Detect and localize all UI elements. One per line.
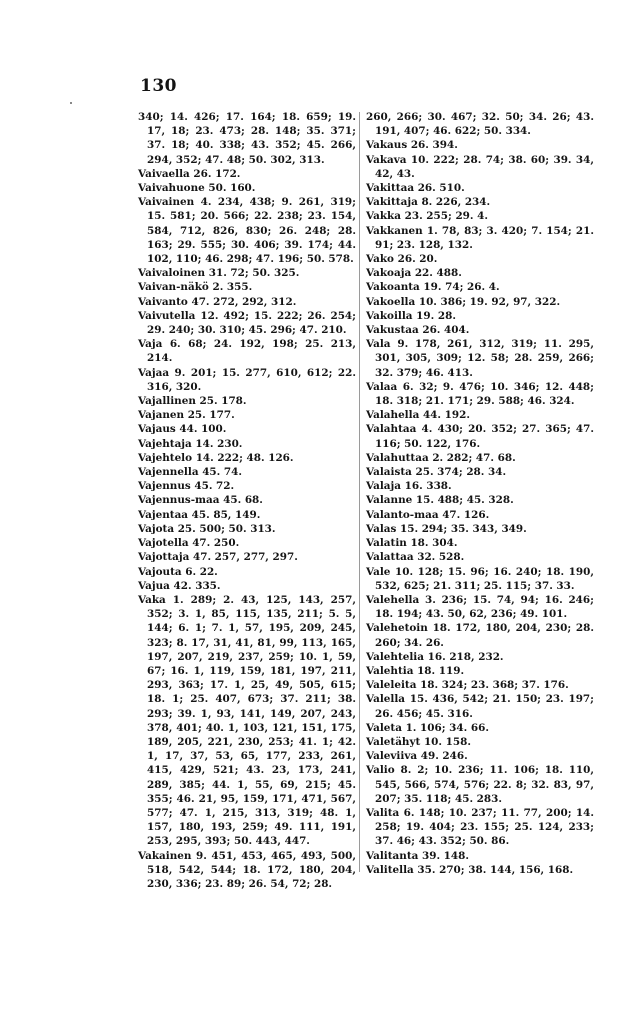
index-headword: Vajehtaja	[138, 437, 192, 450]
index-headword: Vakkanen	[366, 224, 423, 237]
index-headword: Vakittaa	[366, 182, 415, 195]
index-headword: Vajentaa	[138, 508, 189, 521]
index-references: 44. 100.	[179, 423, 227, 436]
index-entry	[366, 763, 594, 806]
index-entry	[138, 849, 356, 892]
index-entry	[366, 550, 594, 564]
index-entry	[366, 451, 594, 465]
index-entry	[138, 479, 356, 493]
page-number: 130	[140, 76, 177, 96]
index-references: 22. 488.	[414, 267, 462, 280]
index-headword: Vakustaa	[366, 324, 419, 337]
index-headword: Valaja	[366, 480, 402, 493]
index-headword: Vaivanto	[138, 295, 188, 308]
index-headword: Valella	[366, 693, 406, 706]
index-references: 26. 510.	[417, 182, 465, 195]
index-headword: Vajennus	[138, 480, 191, 493]
index-entry	[138, 280, 356, 294]
index-headword: Valehtelia	[366, 650, 424, 663]
index-references: 14. 230.	[195, 437, 243, 450]
index-headword: Vaivutella	[138, 309, 196, 322]
index-references: 14. 222; 48. 126.	[195, 451, 294, 464]
index-references: 19. 74; 26. 4.	[423, 281, 500, 294]
index-entry	[366, 508, 594, 522]
index-headword: Vaivan-näkö	[138, 281, 209, 294]
index-references: 35. 270; 38. 144, 156, 168.	[417, 863, 574, 876]
index-headword: Vajehtelo	[138, 451, 193, 464]
index-headword: Valatin	[366, 537, 407, 550]
index-headword: Vajanen	[138, 409, 185, 422]
index-references: 45. 85, 149.	[191, 508, 261, 521]
index-references: 12. 492; 15. 222; 26. 254; 29. 240; 30. 310; 45. 296; 47. 210.	[147, 309, 356, 337]
index-headword: Valehtia	[366, 664, 414, 677]
index-headword: Vakka	[366, 210, 401, 223]
index-references: 15. 488; 45. 328.	[415, 494, 514, 507]
index-entry	[366, 252, 594, 266]
index-references: 16. 218, 232.	[427, 650, 504, 663]
index-references: 1. 106; 34. 66.	[405, 721, 489, 734]
index-references: 42. 335.	[173, 579, 221, 592]
column-divider	[359, 112, 360, 872]
index-entry	[366, 209, 594, 223]
index-entry	[138, 579, 356, 593]
index-entry	[366, 849, 594, 863]
index-headword: Vaivaella	[138, 167, 190, 180]
index-headword: Valas	[366, 522, 397, 535]
index-references: 2. 355.	[212, 281, 253, 294]
index-references: 19. 28.	[416, 309, 456, 322]
index-headword: Vako	[366, 253, 394, 266]
index-entry	[138, 366, 356, 394]
index-headword: Valeta	[366, 721, 402, 734]
index-references: 47. 250.	[192, 537, 240, 550]
index-entry	[366, 593, 594, 621]
index-headword: Vajota	[138, 522, 175, 535]
index-headword: Vakainen	[138, 849, 192, 862]
index-headword: Vajua	[138, 579, 170, 592]
index-entry	[366, 721, 594, 735]
index-references: 25. 374; 28. 34.	[415, 466, 507, 479]
index-references: 10. 158.	[423, 735, 471, 748]
index-entry	[138, 522, 356, 536]
index-references: 50. 160.	[208, 182, 256, 195]
index-headword: Vakaus	[366, 139, 408, 152]
index-entry	[138, 167, 356, 181]
index-entry	[138, 493, 356, 507]
index-headword: Vajotella	[138, 537, 189, 550]
index-references: 8. 226, 234.	[421, 196, 491, 209]
index-headword: Valahuttaa	[366, 451, 429, 464]
index-entry	[366, 493, 594, 507]
index-references: 4. 234, 438; 9. 261, 319; 15. 581; 20. 566; 22. 238; 23. 154, 584, 712, 826, 830; 26. 248; 28. 163; 29. 555; 30. 406; 39. 174; 44. 102, 110; 46. 298; 47. 196; 50. 578.	[147, 196, 356, 266]
index-headword: Vakava	[366, 153, 407, 166]
index-headword: Vajennella	[138, 466, 199, 479]
index-headword: Valahella	[366, 409, 420, 422]
index-references: 9. 451, 453, 465, 493, 500, 518, 542, 544; 18. 172, 180, 204, 230, 336; 23. 89; 26. 54, 72; 28.	[147, 849, 356, 890]
index-entry	[138, 437, 356, 451]
index-entry	[366, 806, 594, 849]
index-headword: Vakoanta	[366, 281, 420, 294]
index-entry	[366, 422, 594, 450]
index-headword: Vaivahuone	[138, 182, 205, 195]
index-references: 6. 148; 10. 237; 11. 77, 200; 14. 258; 19. 404; 23. 155; 25. 124, 233; 37. 46; 43. 352; 50. 86.	[375, 806, 594, 848]
index-references: 25. 178.	[199, 395, 247, 408]
index-references: 6. 32; 9. 476; 10. 346; 12. 448; 18. 318; 21. 171; 29. 588; 46. 324.	[375, 380, 595, 408]
index-headword: Vajottaja	[138, 551, 190, 564]
right-index-column	[366, 110, 594, 877]
index-references: 47. 272, 292, 312.	[191, 295, 297, 308]
index-references: 15. 436, 542; 21. 150; 23. 197; 26. 456; 45. 316.	[375, 693, 594, 720]
index-references: 49. 246.	[420, 750, 468, 763]
index-entry	[138, 508, 356, 522]
index-references: 4. 430; 20. 352; 27. 365; 47. 116; 50. 122, 176.	[375, 423, 595, 450]
index-references: 23. 255; 29. 4.	[404, 210, 488, 223]
index-references: 45. 72.	[194, 480, 235, 493]
index-references: 26. 20.	[397, 253, 438, 266]
index-entry	[366, 266, 594, 280]
index-references: 25. 177.	[187, 409, 235, 422]
index-headword: Valaista	[366, 466, 412, 479]
index-headword: Valaa	[366, 380, 398, 393]
index-references: 1. 289; 2. 43, 125, 143, 257, 352; 3. 1, 85, 115, 135, 211; 5. 5, 144; 6. 1; 7. 1, 57, 195, 209, 245, 323; 8. 17, 31, 41, 81, 99, 113, 165, 197, 207, 219, 237, 259; 10. 1, 59, 67; 16. 1, 119, 159, 181, 197, 211, 293, 363; 17. 1, 25, 49, 505, 615; 18. 1; 25. 407, 673; 37. 211; 38. 293; 39. 1, 93, 141, 149, 207, 243, 378, 401; 40. 1, 103, 121, 151, 175, 189, 205, 221, 230, 253; 41. 1; 42. 1, 17, 37, 53, 65, 177, 233, 261, 415, 429, 521; 43. 23, 173, 241, 289, 385; 44. 1, 55, 69, 215; 45. 355; 46. 21, 95, 159, 171, 471, 567, 577; 47. 1, 215, 313, 319; 48. 1, 157, 180, 193, 259; 49. 111, 191, 253, 295, 393; 50. 443, 447.	[147, 593, 356, 848]
index-entry	[366, 408, 594, 422]
index-entry	[138, 593, 356, 849]
index-references: 45. 68.	[223, 494, 263, 507]
index-entry	[138, 451, 356, 465]
index-entry	[138, 422, 356, 436]
index-references: 47. 257, 277, 297.	[192, 551, 298, 564]
index-entry	[138, 309, 356, 337]
index-headword: Valattaa	[366, 551, 414, 564]
index-entry	[366, 337, 594, 380]
index-headword: Valanne	[366, 494, 413, 507]
index-headword: Valehella	[366, 593, 420, 606]
index-entry	[366, 565, 594, 593]
index-entry	[138, 110, 356, 167]
index-entry	[366, 692, 594, 720]
index-headword: Vajouta	[138, 565, 182, 578]
index-entry	[366, 153, 594, 181]
index-entry	[366, 309, 594, 323]
index-headword: Vakittaja	[366, 196, 418, 209]
index-entry	[138, 465, 356, 479]
index-entry	[366, 224, 594, 252]
index-entry	[366, 650, 594, 664]
index-entry	[366, 664, 594, 678]
index-entry	[366, 678, 594, 692]
margin-speck	[70, 102, 72, 104]
index-headword: Valehetoin	[366, 622, 428, 635]
index-references: 6. 68; 24. 192, 198; 25. 213, 214.	[147, 338, 357, 365]
index-references: 45. 74.	[202, 466, 242, 479]
index-headword: Vaivainen	[138, 196, 195, 209]
index-references: 32. 528.	[417, 551, 465, 564]
index-entry	[366, 735, 594, 749]
index-headword: Vakoella	[366, 295, 416, 308]
index-references: 18. 119.	[417, 664, 465, 677]
index-references: 3. 236; 15. 74, 94; 16. 246; 18. 194; 43. 50, 62, 236; 49. 101.	[375, 593, 594, 621]
index-references: 39. 148.	[421, 849, 469, 862]
index-entry	[366, 465, 594, 479]
index-headword: Valio	[366, 764, 395, 777]
index-references: 8. 2; 10. 236; 11. 106; 18. 110, 545, 566, 574, 576; 22. 8; 32. 83, 97, 207; 35. 118; 45. 283.	[375, 764, 594, 805]
index-headword: Valitella	[366, 863, 414, 876]
index-references: 260, 266; 30. 467; 32. 50; 34. 26; 43. 191, 407; 46. 622; 50. 334.	[366, 111, 594, 138]
index-references: 1. 78, 83; 3. 420; 7. 154; 21. 91; 23. 128, 132.	[375, 224, 594, 251]
index-entry	[366, 280, 594, 294]
index-headword: Valita	[366, 806, 400, 819]
index-references: 18. 172, 180, 204, 230; 28. 260; 34. 26.	[375, 622, 595, 649]
index-entry	[138, 195, 356, 266]
index-headword: Vaka	[138, 593, 166, 606]
index-entry	[366, 863, 594, 877]
index-references: 47. 126.	[442, 508, 490, 521]
index-references: 10. 386; 19. 92, 97, 322.	[418, 295, 561, 308]
index-entry	[366, 536, 594, 550]
index-entry	[366, 621, 594, 649]
index-references: 44. 192.	[422, 409, 470, 422]
index-entry	[366, 138, 594, 152]
index-references: 15. 294; 35. 343, 349.	[400, 522, 527, 535]
index-entry	[138, 295, 356, 309]
index-headword: Valetähyt	[366, 735, 421, 748]
index-headword: Vajallinen	[138, 395, 196, 408]
index-references: 26. 404.	[422, 324, 470, 337]
index-entry	[138, 337, 356, 365]
index-headword: Vale	[366, 565, 391, 578]
index-entry	[366, 323, 594, 337]
index-references: 340; 14. 426; 17. 164; 18. 659; 19. 17, 18; 23. 473; 28. 148; 35. 371; 37. 18; 40. 338; 43. 352; 45. 266, 294, 352; 47. 48; 50. 302, 313.	[138, 111, 356, 166]
index-references: 16. 338.	[404, 480, 452, 493]
index-references: 9. 178, 261, 312, 319; 11. 295, 301, 305, 309; 12. 58; 28. 259, 266; 32. 379; 46. 413.	[375, 338, 594, 379]
index-references: 18. 304.	[410, 537, 458, 550]
index-headword: Valeviiva	[366, 750, 418, 763]
index-headword: Vakoaja	[366, 267, 412, 280]
index-references: 25. 500; 50. 313.	[177, 522, 276, 535]
index-entry	[366, 295, 594, 309]
index-entry	[138, 550, 356, 564]
index-references: 10. 222; 28. 74; 38. 60; 39. 34, 42, 43.	[375, 153, 594, 180]
index-headword: Vajaa	[138, 366, 170, 379]
index-entry	[366, 380, 594, 408]
index-entry	[138, 181, 356, 195]
index-entry	[366, 195, 594, 209]
index-references: 26. 394.	[410, 139, 458, 152]
index-references: 26. 172.	[193, 167, 241, 180]
index-references: 9. 201; 15. 277, 610, 612; 22. 316, 320.	[147, 366, 356, 393]
index-headword: Vala	[366, 338, 391, 351]
index-headword: Valahtaa	[366, 423, 417, 436]
index-references: 10. 128; 15. 96; 16. 240; 18. 190, 532, 625; 21. 311; 25. 115; 37. 33.	[375, 565, 594, 592]
index-entry	[366, 522, 594, 536]
index-entry	[138, 536, 356, 550]
index-entry	[138, 565, 356, 579]
index-headword: Vajennus-maa	[138, 494, 220, 507]
index-entry	[138, 266, 356, 280]
left-index-column	[138, 110, 356, 891]
index-references: 2. 282; 47. 68.	[432, 451, 516, 464]
index-references: 6. 22.	[185, 565, 218, 578]
index-entry	[366, 181, 594, 195]
index-headword: Vajaus	[138, 423, 176, 436]
index-entry	[138, 408, 356, 422]
index-headword: Valeleita	[366, 679, 417, 692]
index-entry	[366, 749, 594, 763]
index-entry	[138, 394, 356, 408]
index-headword: Valitanta	[366, 849, 419, 862]
index-entry	[366, 479, 594, 493]
index-headword: Vaja	[138, 338, 163, 351]
index-references: 31. 72; 50. 325.	[208, 267, 300, 280]
index-headword: Vaivaloinen	[138, 267, 206, 280]
index-references: 18. 324; 23. 368; 37. 176.	[420, 679, 569, 692]
index-headword: Vakoilla	[366, 309, 413, 322]
index-entry	[366, 110, 594, 138]
index-headword: Valanto-maa	[366, 508, 439, 521]
